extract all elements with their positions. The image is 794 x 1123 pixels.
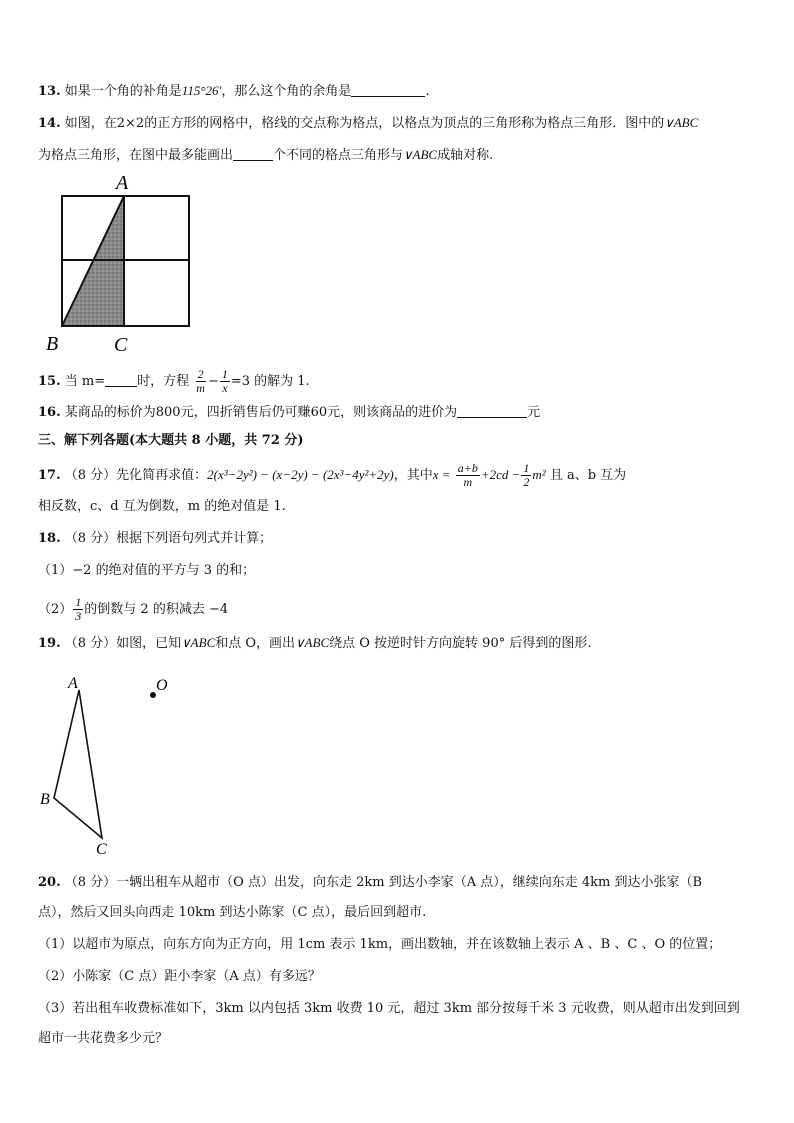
question-20-part1: （1）以超市为原点，向东方向为正方向，用 1cm 表示 1km，画出数轴，并在该数轴上表示 A 、B 、C 、O 的位置； bbox=[38, 937, 722, 952]
q13-number: 13. bbox=[38, 84, 61, 99]
question-15 bbox=[38, 368, 310, 395]
question-18 bbox=[38, 530, 272, 548]
q15-text-c: =3 的解为 1. bbox=[230, 374, 310, 389]
label-o: O bbox=[156, 677, 168, 694]
question-13 bbox=[38, 82, 430, 101]
q15-minus: − bbox=[207, 374, 219, 389]
q14-line2a: 为格点三角形，在图中最多能画出 bbox=[38, 148, 234, 163]
q14-line1: 如图，在2×2的正方形的网格中，格线的交点称为格点，以格点为顶点的三角形称为格点三角形．图中的 bbox=[64, 116, 665, 131]
q19-triangle-figure bbox=[34, 670, 184, 860]
question-20-line1 bbox=[38, 874, 702, 892]
question-20-part2: （2）小陈家（C 点）距小李家（A 点）有多远？ bbox=[38, 969, 321, 984]
q14-triangle-ref: ∨ABC bbox=[664, 115, 699, 130]
label-c: C bbox=[114, 334, 128, 356]
q17-where: ，其中 bbox=[393, 468, 433, 483]
q14-line2c: 成轴对称. bbox=[437, 148, 494, 163]
q13-answer-blank[interactable] bbox=[351, 84, 425, 97]
question-14-line1 bbox=[38, 114, 698, 133]
q17-expression: 2(x³−2y²) − (x−2y) − (2x³−4y²+2y) bbox=[207, 467, 394, 482]
q19-text-a: （8 分）如图，已知 bbox=[64, 636, 182, 651]
q17-x-eq: x = bbox=[432, 467, 451, 482]
q13-angle: 115°26′ bbox=[181, 83, 222, 98]
q15-number: 15. bbox=[38, 374, 61, 389]
q17-fraction-ab-m: $\frac{a+b}{m}$ bbox=[457, 461, 478, 489]
q19-number: 19. bbox=[38, 636, 61, 651]
q14-grid-figure bbox=[40, 172, 200, 358]
q14-number: 14. bbox=[38, 116, 61, 131]
question-17-line1 bbox=[38, 462, 626, 489]
question-20-part3a: （3）若出租车收费标准如下，3km 以内包括 3km 收费 10 元，超过 3km 部分按每千米 3 元收费，则从超市出发到回到 bbox=[38, 1001, 740, 1016]
q16-number: 16. bbox=[38, 405, 61, 420]
q20-l1: （8 分）一辆出租车从超市（O 点）出发，向东走 2km 到达小李家（A 点），继续向东走 4km 到达小张家（B bbox=[64, 875, 703, 890]
q15-text-a: 当 m= bbox=[64, 374, 106, 389]
q18-p2-text: 的倒数与 2 的积减去 −4 bbox=[84, 602, 229, 617]
q17-score: （8 分）先化简再求值： bbox=[64, 468, 208, 483]
q19-triangle-ref: ∨ABC bbox=[181, 635, 216, 650]
label-c: C bbox=[96, 841, 107, 858]
q18-p2-prefix: （2） bbox=[38, 602, 73, 617]
q15-fraction-1: $\frac{2}{m}$ bbox=[196, 367, 205, 395]
q19-text-c: 绕点 O 按逆时针方向旋转 90° 后得到的图形. bbox=[329, 636, 592, 651]
triangle-abc bbox=[54, 690, 102, 838]
question-16 bbox=[38, 404, 540, 422]
q16-text: 某商品的标价为800元，四折销售后仍可赚60元，则该商品的进价为 bbox=[64, 405, 458, 420]
label-b: B bbox=[46, 333, 59, 355]
q15-text-b: 时，方程 bbox=[137, 374, 190, 389]
label-a: A bbox=[68, 675, 78, 692]
q20-number: 20. bbox=[38, 875, 61, 890]
q18-fraction-one-third: $\frac{1}{3}$ bbox=[75, 595, 82, 623]
q17-tail: 且 a、b 互为 bbox=[549, 468, 627, 483]
q18-head: （8 分）根据下列语句列式并计算； bbox=[64, 531, 273, 546]
q16-end: 元 bbox=[527, 405, 541, 420]
q13-text-a: 如果一个角的补角是 bbox=[64, 84, 182, 99]
question-20-part3b: 超市一共花费多少元？ bbox=[38, 1031, 169, 1046]
q17-number: 17. bbox=[38, 468, 61, 483]
section-3-heading: 三、解下列各题(本大题共 8 小题，共 72 分) bbox=[38, 433, 304, 448]
q13-text-b: ，那么这个角的余角是 bbox=[221, 84, 352, 99]
label-a: A bbox=[116, 172, 129, 194]
q15-fraction-2: $\frac{1}{x}$ bbox=[221, 367, 228, 395]
q19-triangle-ref2: ∨ABC bbox=[295, 635, 330, 650]
q16-answer-blank[interactable] bbox=[457, 405, 527, 418]
question-19 bbox=[38, 634, 592, 653]
question-18-part2 bbox=[38, 596, 228, 623]
q13-end: . bbox=[425, 84, 430, 99]
question-14-line2 bbox=[38, 146, 493, 165]
q17-m-squared: m² bbox=[532, 467, 546, 482]
q17-mid: +2cd − bbox=[480, 467, 521, 482]
label-b: B bbox=[40, 791, 50, 808]
q17-fraction-half: $\frac{1}{2}$ bbox=[523, 461, 530, 489]
question-17-line2: 相反数，c、d 互为倒数，m 的绝对值是 1. bbox=[38, 499, 286, 514]
q15-answer-blank[interactable] bbox=[105, 374, 137, 387]
q18-number: 18. bbox=[38, 531, 61, 546]
q14-line2b: 个不同的格点三角形与 bbox=[273, 148, 404, 163]
q14-triangle-ref2: ∨ABC bbox=[403, 147, 438, 162]
q14-answer-blank[interactable] bbox=[233, 148, 273, 161]
q19-text-b: 和点 O，画出 bbox=[215, 636, 296, 651]
question-20-line2: 点），然后又回头向西走 10km 到达小陈家（C 点），最后回到超市. bbox=[38, 905, 427, 920]
question-18-part1: （1）−2 的绝对值的平方与 3 的和； bbox=[38, 563, 256, 578]
